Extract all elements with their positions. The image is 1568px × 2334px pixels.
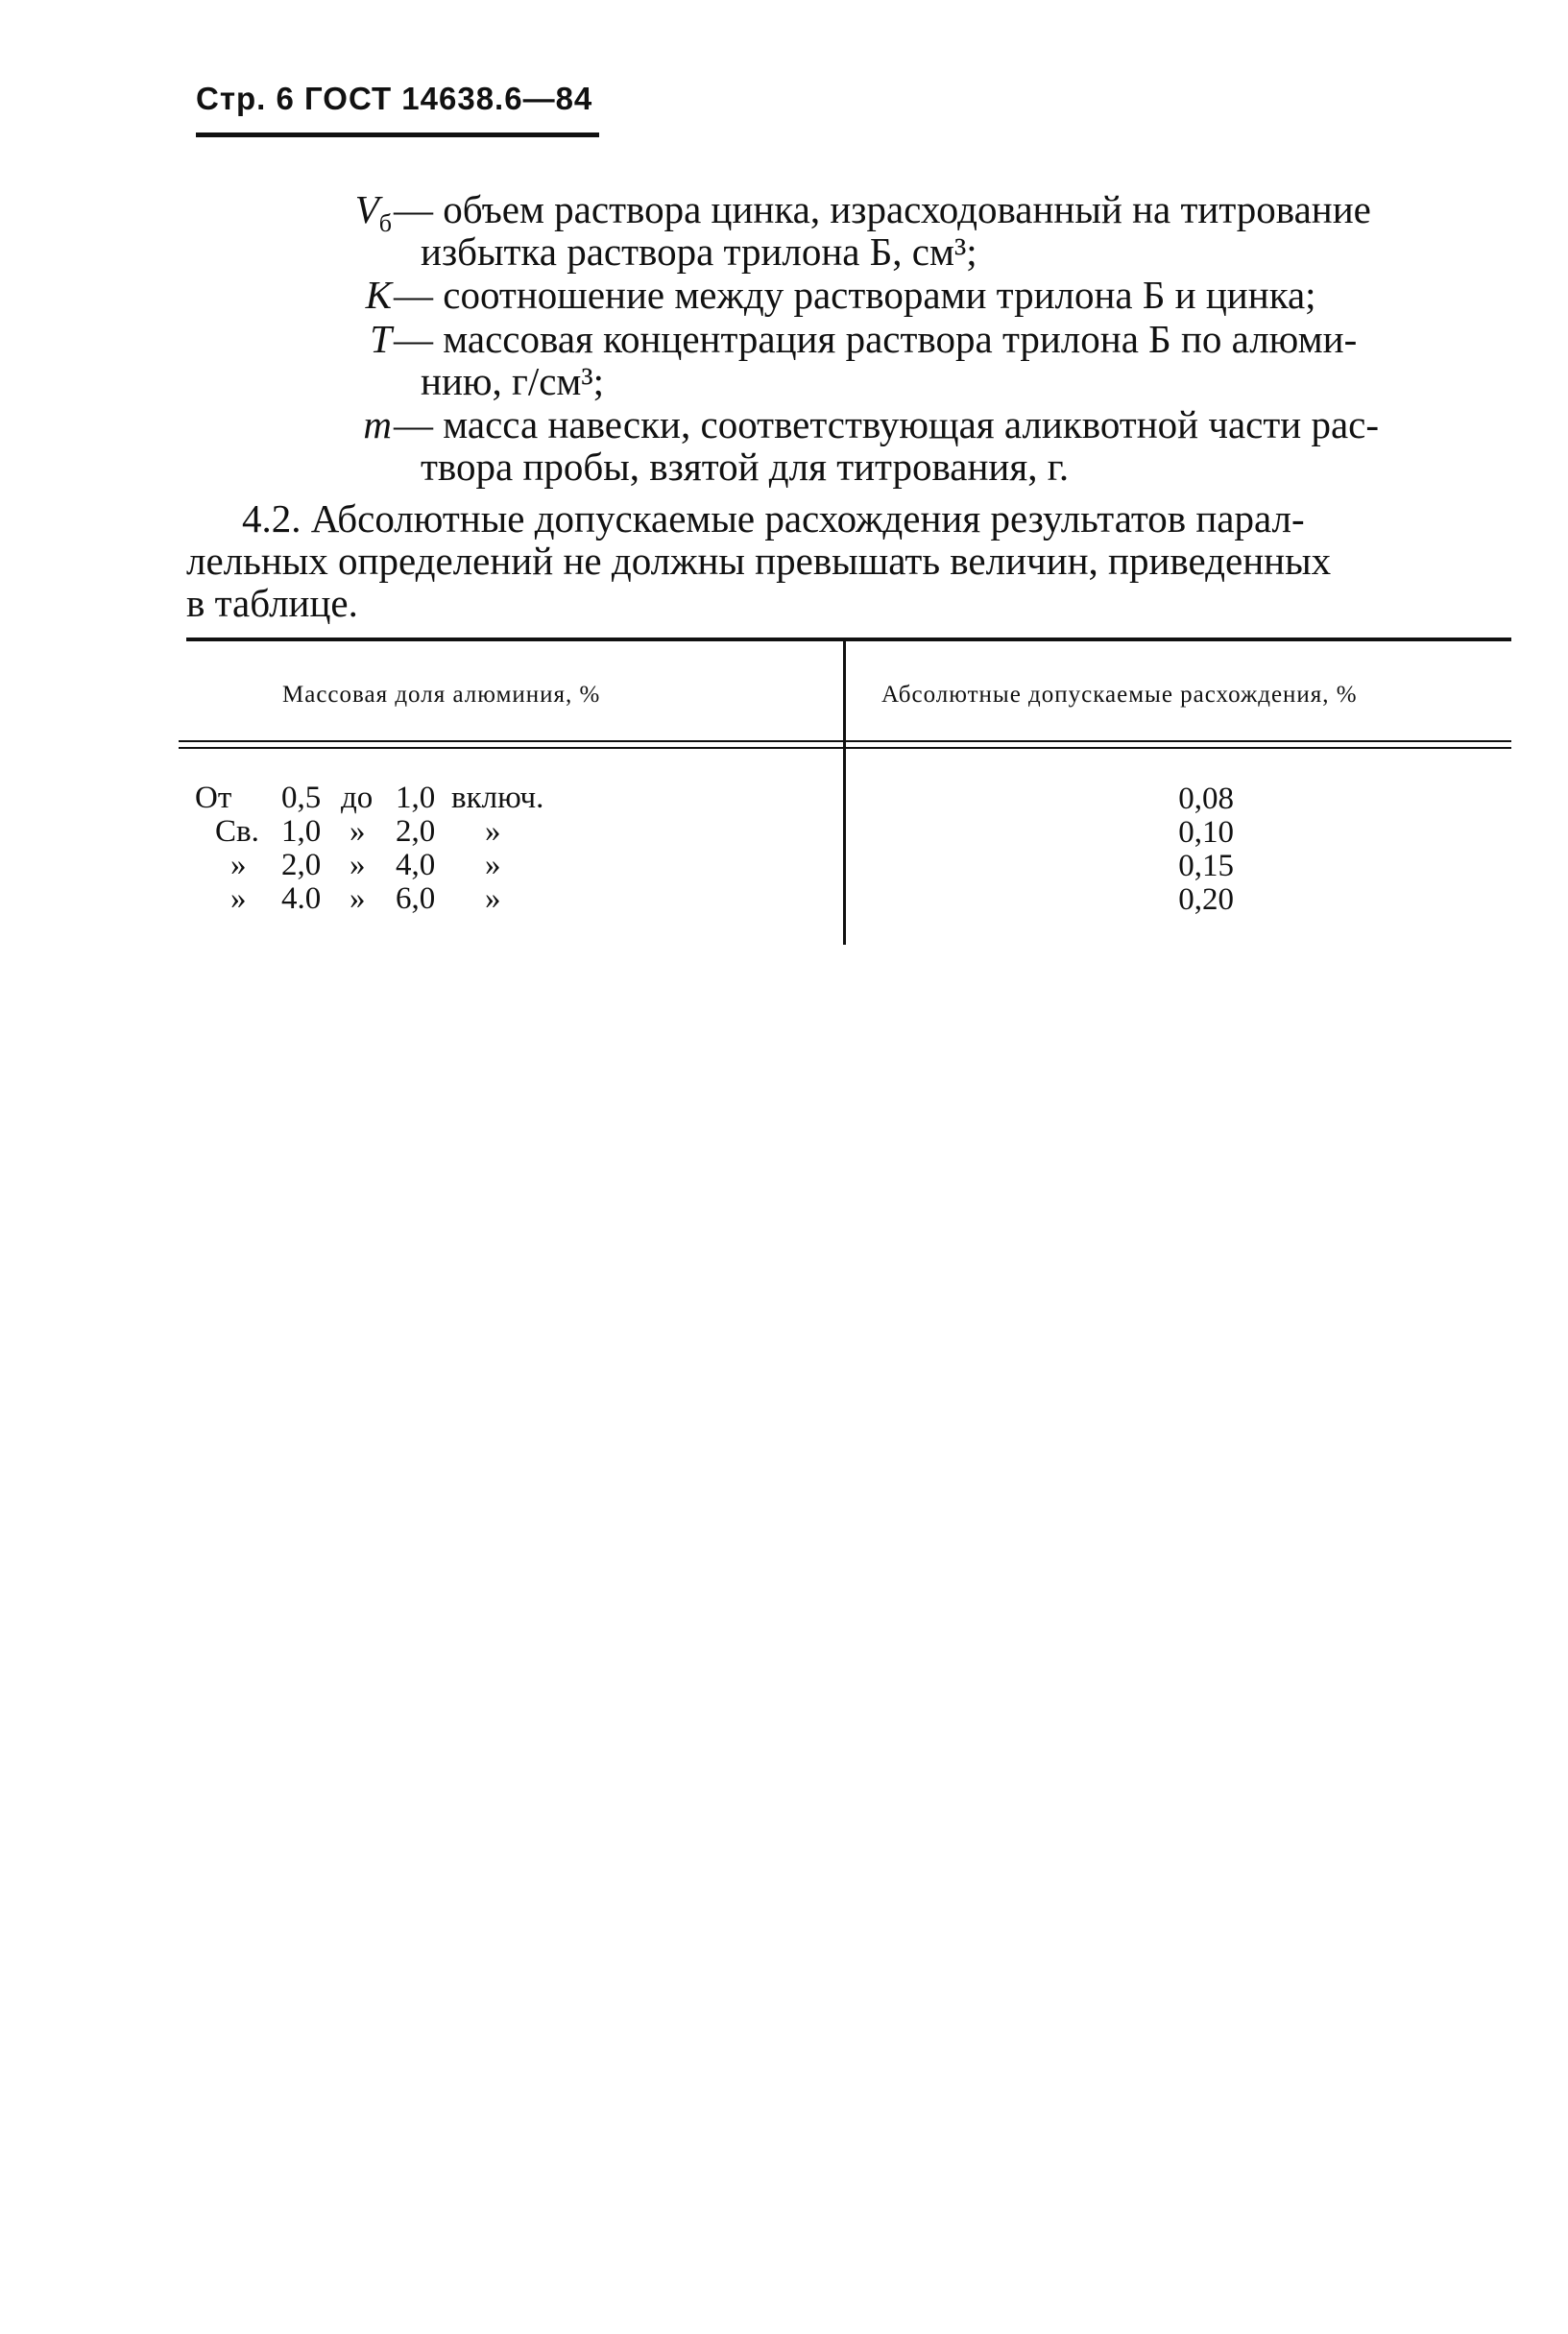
- definition-text: — масса навески, соответствующая аликвотной части рас- твора пробы, взятой для титрования, г.: [394, 402, 1380, 489]
- definition-symbol: T: [370, 317, 392, 361]
- table-column-divider: [843, 638, 846, 945]
- definition-text: — массовая концентрация раствора трилона Б по алюми- нию, г/см³;: [394, 317, 1358, 403]
- definition-symbol: K: [365, 273, 392, 317]
- page-header: [196, 81, 592, 117]
- header-rule: [196, 132, 599, 137]
- table-header-mass-fraction: Массовая доля алюминия, %: [282, 682, 601, 708]
- paragraph-4-2: 4.2. Абсолютные допускаемые расхождения результатов парал- лельных определений не должны превышать величин, приведенных в таблице.: [186, 496, 1332, 625]
- table-top-rule: [186, 638, 1511, 641]
- table-header-discrepancy: Абсолютные допускаемые расхождения, %: [881, 682, 1358, 708]
- page-label: Стр. 6: [196, 81, 295, 116]
- definition-symbol: m: [363, 402, 392, 446]
- definition-text: — объем раствора цинка, израсходованный на титрование избытка раствора трилона Б, см³;: [394, 187, 1371, 274]
- definition-text: — соотношение между растворами трилона Б и цинка;: [394, 273, 1316, 317]
- standard-number: ГОСТ 14638.6—84: [304, 81, 593, 116]
- definition-symbol: $V_б$: [354, 187, 392, 238]
